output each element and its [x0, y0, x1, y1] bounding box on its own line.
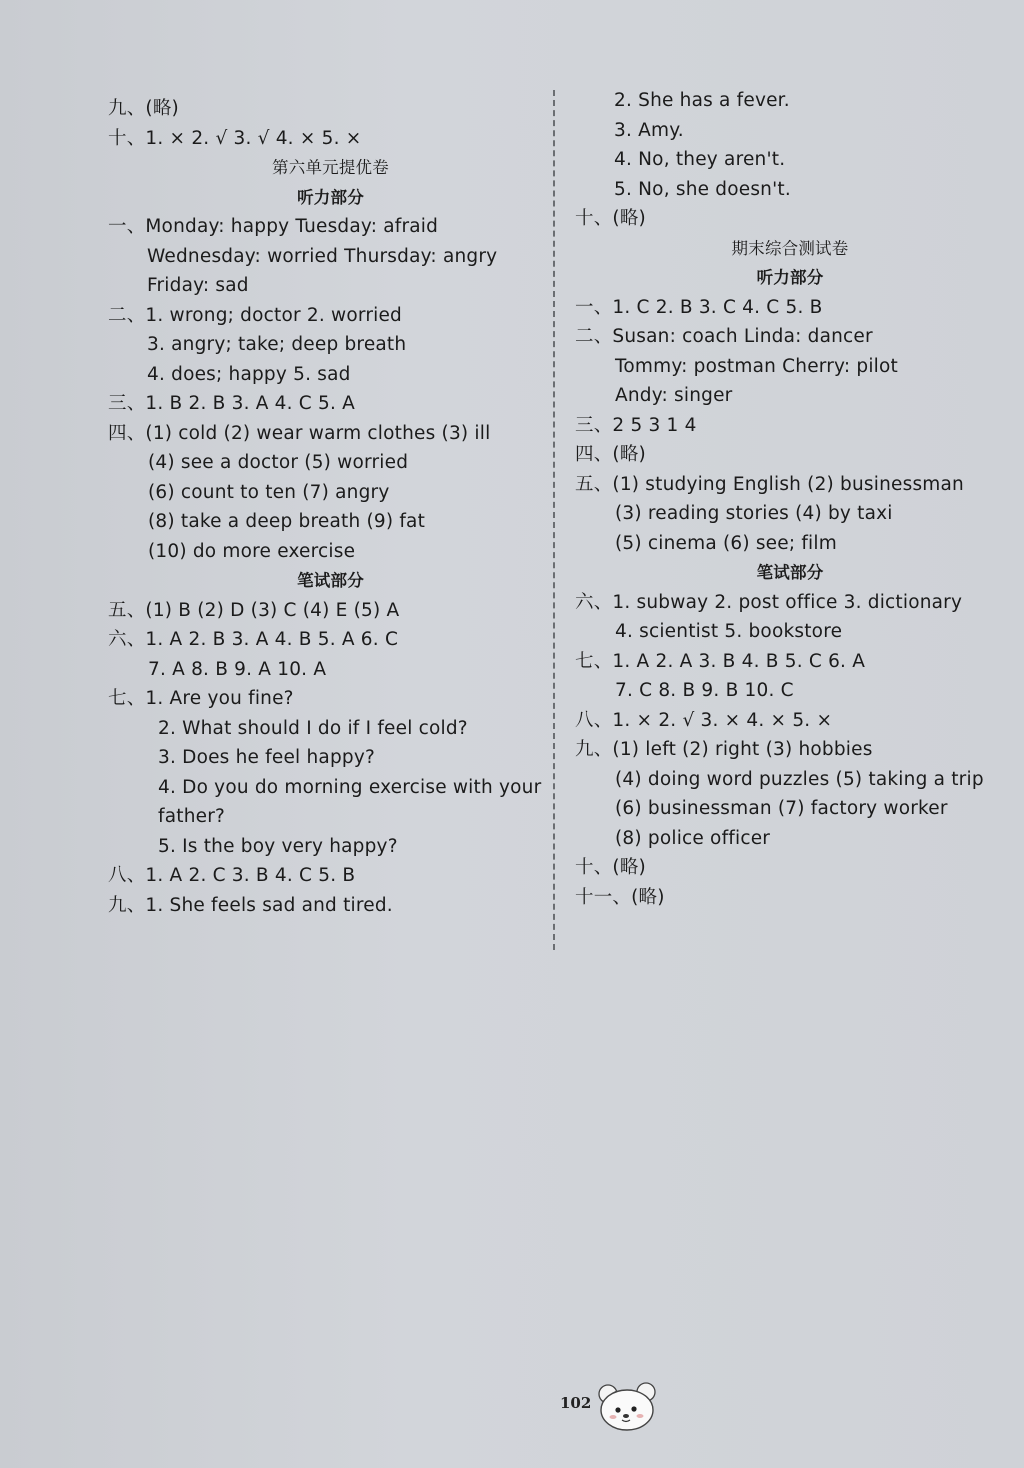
answer-line: 7. C 8. B 9. B 10. C — [615, 680, 794, 701]
answer-line: 六、1. subway 2. post office 3. dictionary — [575, 591, 963, 613]
answer-line: 六、1. A 2. B 3. A 4. B 5. A 6. C — [108, 629, 399, 650]
answer-line: (6) businessman (7) factory worker — [615, 798, 948, 819]
answer-line: 2. She has a fever. — [614, 90, 790, 111]
answer-line: 十一、(略) — [575, 886, 665, 908]
answer-line: Wednesday: worried Thursday: angry — [147, 245, 498, 267]
answer-line: 十、(略) — [575, 208, 646, 229]
answer-line: 4. No, they aren't. — [614, 149, 786, 170]
answer-line: 一、1. C 2. B 3. C 4. C 5. B — [575, 296, 823, 318]
answer-line: 四、(略) — [575, 444, 646, 465]
answer-line: 十、1. × 2. √ 3. √ 4. × 5. × — [108, 127, 362, 149]
answer-line: (10) do more exercise — [148, 540, 356, 562]
answer-line: 2. What should I do if I feel cold? — [158, 717, 468, 739]
answer-line: 7. A 8. B 9. A 10. A — [148, 658, 327, 680]
answer-line: 三、1. B 2. B 3. A 4. C 5. A — [108, 393, 355, 414]
answer-line: 七、1. A 2. A 3. B 4. B 5. C 6. A — [575, 650, 866, 672]
page-footer — [560, 1382, 670, 1442]
page-number: 102 — [560, 1394, 592, 1412]
answer-line: (4) see a doctor (5) worried — [148, 452, 409, 473]
answer-line: 3. Does he feel happy? — [158, 747, 375, 768]
answer-line: 一、Monday: happy Tuesday: afraid — [108, 216, 439, 237]
answer-line: father? — [158, 806, 226, 827]
section-title: 期末综合测试卷 — [731, 238, 849, 258]
answer-line: (8) take a deep breath (9) fat — [148, 511, 426, 532]
answer-line: 七、1. Are you fine? — [108, 688, 294, 709]
answer-line: 4. does; happy 5. sad — [147, 363, 351, 385]
answer-line: 4. Do you do morning exercise with your — [158, 776, 542, 798]
answer-line: Andy: singer — [615, 385, 733, 406]
answer-line: 5. No, she doesn't. — [614, 178, 791, 200]
answer-line: (3) reading stories (4) by taxi — [615, 503, 893, 524]
right-column — [575, 86, 1005, 912]
answer-line: Friday: sad — [147, 275, 249, 296]
writing-heading: 笔试部分 — [297, 571, 364, 590]
answer-line: 八、1. × 2. √ 3. × 4. × 5. × — [575, 709, 833, 731]
answer-line: (5) cinema (6) see; film — [615, 532, 837, 554]
answer-line: (4) doing word puzzles (5) taking a trip — [615, 768, 984, 790]
answer-line: 九、1. She feels sad and tired. — [108, 894, 393, 916]
answer-line: 四、(1) cold (2) wear warm clothes (3) ill — [108, 422, 491, 444]
answer-line: 五、(1) B (2) D (3) C (4) E (5) A — [108, 599, 400, 621]
answer-line: 4. scientist 5. bookstore — [615, 621, 843, 642]
answer-line: 九、(略) — [108, 98, 179, 119]
answer-line: 5. Is the boy very happy? — [158, 835, 398, 857]
left-column — [108, 94, 553, 920]
listening-heading: 听力部分 — [297, 187, 364, 207]
section-title: 第六单元提优卷 — [272, 158, 389, 177]
answer-line: 九、(1) left (2) right (3) hobbies — [575, 739, 873, 760]
answer-line: 十、(略) — [575, 857, 646, 878]
bear-mascot-icon — [594, 1382, 664, 1434]
writing-heading: 笔试部分 — [756, 563, 824, 582]
answer-line: 八、1. A 2. C 3. B 4. C 5. B — [108, 865, 356, 886]
answer-line: 二、Susan: coach Linda: dancer — [575, 326, 873, 347]
answer-line: (6) count to ten (7) angry — [148, 481, 390, 503]
answer-line: 3. angry; take; deep breath — [147, 334, 407, 355]
answer-line: 五、(1) studying English (2) businessman — [575, 473, 964, 495]
answer-line: 3. Amy. — [614, 119, 684, 141]
answer-line: 二、1. wrong; doctor 2. worried — [108, 304, 402, 326]
answer-line: Tommy: postman Cherry: pilot — [615, 355, 898, 377]
column-divider — [553, 90, 555, 950]
answer-line: (8) police officer — [615, 827, 771, 849]
listening-heading: 听力部分 — [756, 268, 824, 287]
answer-line: 三、2 5 3 1 4 — [575, 414, 697, 436]
